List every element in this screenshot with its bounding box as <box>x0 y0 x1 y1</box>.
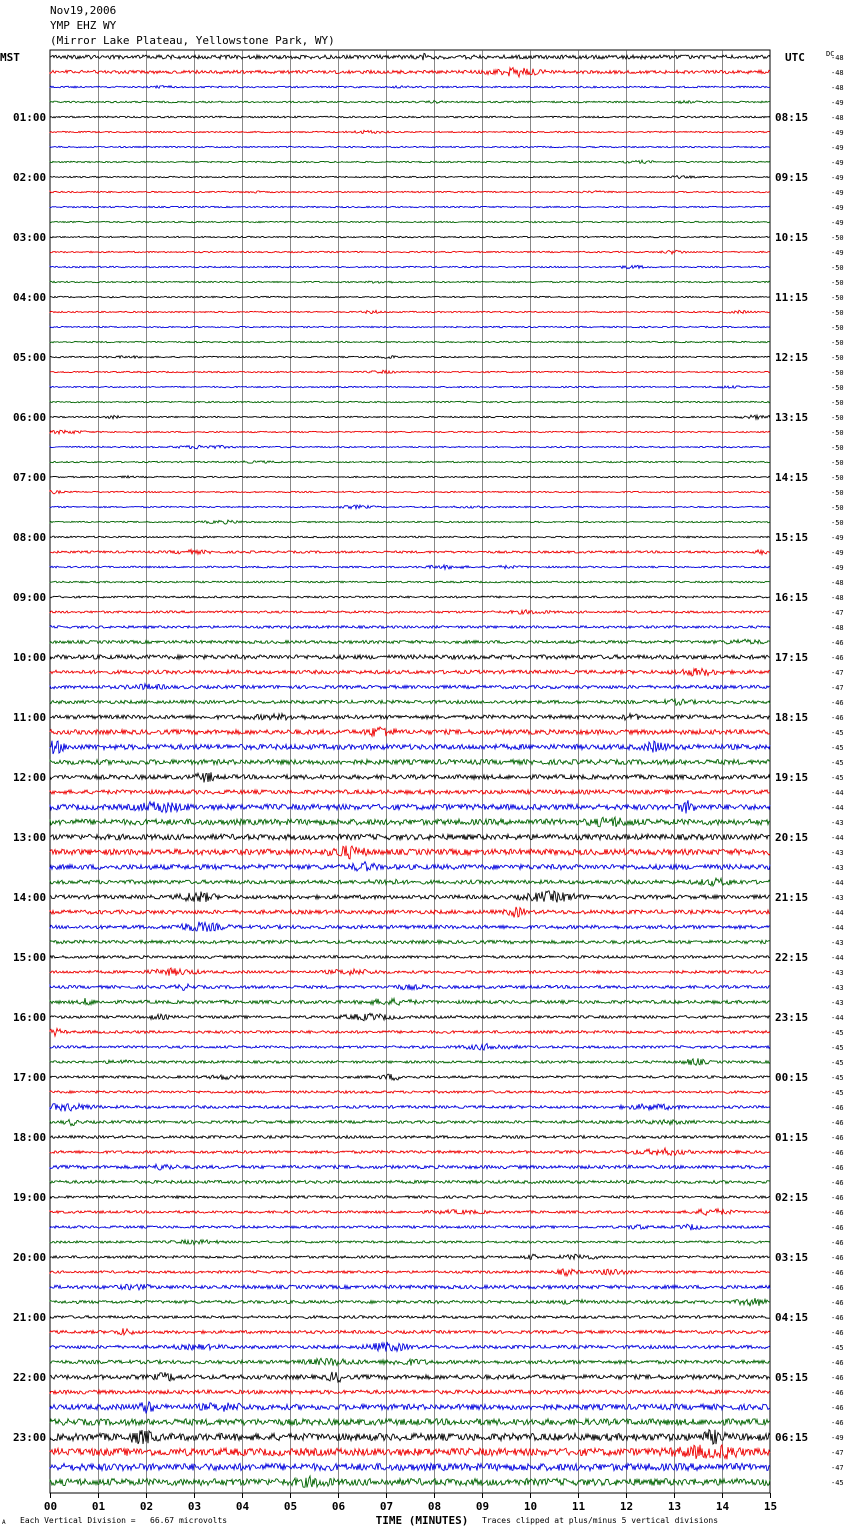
hour-label-mst: 05:00 <box>13 351 47 364</box>
hour-label-utc: 14:15 <box>775 471 809 484</box>
hour-label-mst: 14:00 <box>13 891 47 904</box>
hour-label-mst: 08:00 <box>13 531 47 544</box>
dc-offset-label: -50 <box>831 459 844 467</box>
dc-offset-label: -50 <box>831 444 844 452</box>
trace-41 <box>50 668 770 676</box>
dc-offset-label: -46 <box>831 1374 844 1382</box>
trace-0 <box>50 53 770 60</box>
hour-label-mst: 20:00 <box>13 1251 47 1264</box>
hour-label-utc: 05:15 <box>775 1371 809 1384</box>
trace-25 <box>50 430 770 434</box>
trace-90 <box>50 1402 770 1414</box>
dc-offset-label: -43 <box>831 819 844 827</box>
station-location: (Mirror Lake Plateau, Yellowstone Park, WY) <box>50 34 335 47</box>
dc-offset-label: -45 <box>831 759 844 767</box>
trace-89 <box>50 1390 770 1394</box>
trace-88 <box>50 1372 770 1382</box>
trace-44 <box>50 714 770 720</box>
dc-offset-label: -49 <box>831 204 844 212</box>
dc-offset-label: -44 <box>831 954 844 962</box>
trace-92 <box>50 1430 770 1444</box>
trace-54 <box>50 862 770 872</box>
dc-offset-label: -46 <box>831 654 844 662</box>
hour-label-mst: 22:00 <box>13 1371 47 1384</box>
trace-6 <box>50 146 770 147</box>
right-axis-label: UTC <box>785 51 805 64</box>
trace-27 <box>50 461 770 463</box>
dc-offset-label: -50 <box>831 519 844 527</box>
dc-offset-label: -48 <box>831 114 844 122</box>
trace-18 <box>50 326 770 327</box>
trace-68 <box>50 1074 770 1080</box>
hour-label-mst: 12:00 <box>13 771 47 784</box>
hour-label-mst: 09:00 <box>13 591 47 604</box>
x-tick-label: 10 <box>523 1500 538 1513</box>
hour-label-utc: 02:15 <box>775 1191 809 1204</box>
hour-label-mst: 23:00 <box>13 1431 47 1444</box>
trace-75 <box>50 1181 770 1184</box>
dc-offset-label: -48 <box>831 69 844 77</box>
trace-63 <box>50 998 770 1005</box>
trace-50 <box>50 800 770 813</box>
trace-15 <box>50 281 770 283</box>
dc-offset-label: -50 <box>831 234 844 242</box>
trace-46 <box>50 741 770 754</box>
trace-34 <box>50 565 770 569</box>
trace-31 <box>50 520 770 524</box>
trace-65 <box>50 1029 770 1037</box>
x-tick-label: 14 <box>715 1500 730 1513</box>
trace-48 <box>50 772 770 782</box>
trace-1 <box>50 68 770 77</box>
trace-60 <box>50 956 770 959</box>
dc-offset-label: -45 <box>831 1089 844 1097</box>
trace-70 <box>50 1104 770 1112</box>
dc-offset-label: -46 <box>831 1254 844 1262</box>
x-tick-label: 06 <box>331 1500 346 1513</box>
trace-38 <box>50 626 770 629</box>
trace-55 <box>50 878 770 886</box>
dc-offset-label: -47 <box>831 1464 844 1472</box>
dc-offset-label: -49 <box>831 249 844 257</box>
trace-43 <box>50 699 770 705</box>
dc-offset-label: -44 <box>831 834 844 842</box>
dc-offset-label: -50 <box>831 354 844 362</box>
dc-offset-label: -50 <box>831 489 844 497</box>
trace-72 <box>50 1136 770 1139</box>
trace-11 <box>50 221 770 222</box>
dc-offset-label: -43 <box>831 894 844 902</box>
dc-offset-label: -49 <box>831 534 844 542</box>
dc-offset-label: -48 <box>831 579 844 587</box>
trace-21 <box>50 370 770 373</box>
trace-57 <box>50 907 770 918</box>
hour-label-mst: 15:00 <box>13 951 47 964</box>
dc-offset-label: -50 <box>831 474 844 482</box>
x-tick-label: 05 <box>283 1500 298 1513</box>
trace-24 <box>50 415 770 419</box>
dc-offset-label: -45 <box>831 774 844 782</box>
trace-45 <box>50 727 770 736</box>
trace-23 <box>50 401 770 402</box>
x-tick-label: 15 <box>763 1500 778 1513</box>
trace-17 <box>50 310 770 313</box>
hour-label-utc: 12:15 <box>775 351 809 364</box>
left-axis-label: MST <box>0 51 20 64</box>
hour-label-mst: 06:00 <box>13 411 47 424</box>
dc-offset-label: -50 <box>831 339 844 347</box>
dc-offset-label: -48 <box>831 624 844 632</box>
hour-label-utc: 06:15 <box>775 1431 809 1444</box>
hour-label-mst: 01:00 <box>13 111 47 124</box>
trace-62 <box>50 984 770 990</box>
dc-offset-label: -47 <box>831 609 844 617</box>
trace-12 <box>50 236 770 237</box>
hour-label-utc: 11:15 <box>775 291 809 304</box>
dc-offset-label: -49 <box>831 174 844 182</box>
dc-offset-label: -46 <box>831 1104 844 1112</box>
trace-4 <box>50 116 770 118</box>
dc-offset-label: -49 <box>831 1434 844 1442</box>
trace-35 <box>50 581 770 583</box>
dc-offset-label: -46 <box>831 1209 844 1217</box>
hour-label-utc: 19:15 <box>775 771 809 784</box>
hour-label-utc: 10:15 <box>775 231 809 244</box>
dc-offset-label: -45 <box>831 1044 844 1052</box>
trace-84 <box>50 1316 770 1319</box>
hour-label-utc: 08:15 <box>775 111 809 124</box>
dc-offset-label: -50 <box>831 309 844 317</box>
dc-offset-label: -45 <box>831 1059 844 1067</box>
x-tick-label: 09 <box>475 1500 490 1513</box>
trace-77 <box>50 1209 770 1215</box>
trace-29 <box>50 490 770 494</box>
trace-22 <box>50 386 770 388</box>
trace-47 <box>50 760 770 765</box>
dc-offset-label: -46 <box>831 1299 844 1307</box>
hour-label-mst: 10:00 <box>13 651 47 664</box>
trace-40 <box>50 655 770 659</box>
trace-85 <box>50 1328 770 1335</box>
dc-offset-label: -50 <box>831 384 844 392</box>
dc-offset-label: -46 <box>831 1359 844 1367</box>
hour-label-utc: 15:15 <box>775 531 809 544</box>
dc-offset-label: -43 <box>831 984 844 992</box>
trace-3 <box>50 101 770 104</box>
dc-offset-label: -46 <box>831 1239 844 1247</box>
trace-73 <box>50 1148 770 1155</box>
trace-8 <box>50 176 770 179</box>
trace-32 <box>50 536 770 538</box>
x-axis-title: TIME (MINUTES) <box>375 1514 469 1527</box>
trace-59 <box>50 940 770 943</box>
scale-note: Each Vertical Division = 66.67 microvolts <box>20 1516 228 1525</box>
dc-offset-label: -45 <box>831 744 844 752</box>
dc-offset-label: -47 <box>831 1449 844 1457</box>
trace-5 <box>50 130 770 133</box>
dc-offset-label: -46 <box>831 714 844 722</box>
hour-label-utc: 03:15 <box>775 1251 809 1264</box>
trace-95 <box>50 1476 770 1487</box>
hour-label-utc: 20:15 <box>775 831 809 844</box>
trace-28 <box>50 476 770 478</box>
dc-offset-label: -49 <box>831 144 844 152</box>
dc-offset-label: -50 <box>831 324 844 332</box>
trace-71 <box>50 1120 770 1126</box>
dc-offset-label: -49 <box>831 159 844 167</box>
hour-label-mst: 03:00 <box>13 231 47 244</box>
chart-date: Nov19,2006 <box>50 4 117 17</box>
trace-79 <box>50 1240 770 1245</box>
hour-label-utc: 16:15 <box>775 591 809 604</box>
x-tick-label: 01 <box>91 1500 106 1513</box>
dc-offset-label: -46 <box>831 1314 844 1322</box>
dc-offset-label: -46 <box>831 1269 844 1277</box>
dc-offset-label: -49 <box>831 549 844 557</box>
dc-offset-label: -44 <box>831 804 844 812</box>
dc-offset-label: -49 <box>831 189 844 197</box>
dc-offset-label: -50 <box>831 414 844 422</box>
hour-label-mst: 13:00 <box>13 831 47 844</box>
dc-offset-label: -43 <box>831 969 844 977</box>
dc-offset-label: -44 <box>831 789 844 797</box>
dc-offset-label: -50 <box>831 399 844 407</box>
dc-offset-label: -46 <box>831 1329 844 1337</box>
dc-offset-label: -43 <box>831 849 844 857</box>
x-tick-label: 03 <box>187 1500 202 1513</box>
dc-offset-label: -45 <box>831 1074 844 1082</box>
trace-49 <box>50 790 770 794</box>
dc-offset-label: -46 <box>831 1224 844 1232</box>
dc-offset-label: -50 <box>831 504 844 512</box>
dc-offset-label: -46 <box>831 1134 844 1142</box>
corner-mark: A <box>2 1519 6 1526</box>
dc-offset-label: -48 <box>831 54 844 62</box>
trace-91 <box>50 1419 770 1425</box>
trace-58 <box>50 922 770 932</box>
x-tick-label: 00 <box>43 1500 58 1513</box>
dc-offset-label: -50 <box>831 279 844 287</box>
dc-offset-label: -50 <box>831 369 844 377</box>
dc-offset-label: -44 <box>831 924 844 932</box>
dc-offset-label: -45 <box>831 1344 844 1352</box>
dc-offset-label: -49 <box>831 564 844 572</box>
x-tick-label: 12 <box>619 1500 634 1513</box>
hour-label-utc: 04:15 <box>775 1311 809 1324</box>
trace-61 <box>50 968 770 976</box>
dc-offset-label: -46 <box>831 639 844 647</box>
trace-93 <box>50 1445 770 1460</box>
dc-offset-label: -50 <box>831 264 844 272</box>
dc-offset-label: -43 <box>831 864 844 872</box>
trace-87 <box>50 1358 770 1365</box>
trace-13 <box>50 250 770 254</box>
trace-81 <box>50 1269 770 1276</box>
trace-56 <box>50 891 770 903</box>
trace-69 <box>50 1091 770 1094</box>
hour-label-utc: 13:15 <box>775 411 809 424</box>
x-tick-label: 08 <box>427 1500 442 1513</box>
dc-offset-label: -46 <box>831 699 844 707</box>
trace-33 <box>50 550 770 555</box>
clip-note: Traces clipped at plus/minus 5 vertical divisions <box>482 1516 719 1525</box>
hour-label-utc: 17:15 <box>775 651 809 664</box>
trace-30 <box>50 505 770 509</box>
x-tick-label: 04 <box>235 1500 250 1513</box>
hour-label-mst: 17:00 <box>13 1071 47 1084</box>
hour-label-mst: 02:00 <box>13 171 47 184</box>
dc-offset-label: -45 <box>831 729 844 737</box>
dc-offset-label: -45 <box>831 1479 844 1487</box>
trace-14 <box>50 265 770 268</box>
dc-offset-label: -45 <box>831 1029 844 1037</box>
hour-label-mst: 18:00 <box>13 1131 47 1144</box>
dc-offset-label: -48 <box>831 594 844 602</box>
dc-offset-label: -46 <box>831 1404 844 1412</box>
hour-label-utc: 01:15 <box>775 1131 809 1144</box>
trace-66 <box>50 1044 770 1051</box>
dc-offset-label: -44 <box>831 1014 844 1022</box>
hour-label-mst: 04:00 <box>13 291 47 304</box>
hour-label-utc: 21:15 <box>775 891 809 904</box>
hour-label-utc: 09:15 <box>775 171 809 184</box>
trace-86 <box>50 1342 770 1352</box>
dc-offset-label: -46 <box>831 1119 844 1127</box>
dc-label: DC <box>826 50 835 58</box>
dc-offset-label: -49 <box>831 99 844 107</box>
hour-label-utc: 22:15 <box>775 951 809 964</box>
hour-label-mst: 07:00 <box>13 471 47 484</box>
hour-label-mst: 11:00 <box>13 711 47 724</box>
trace-64 <box>50 1013 770 1020</box>
trace-10 <box>50 206 770 207</box>
trace-20 <box>50 356 770 359</box>
hour-label-mst: 16:00 <box>13 1011 47 1024</box>
dc-offset-label: -46 <box>831 1194 844 1202</box>
dc-offset-label: -49 <box>831 219 844 227</box>
dc-offset-label: -44 <box>831 909 844 917</box>
dc-offset-label: -50 <box>831 294 844 302</box>
station-code: YMP EHZ WY <box>50 19 117 32</box>
x-tick-label: 13 <box>667 1500 682 1513</box>
hour-label-utc: 00:15 <box>775 1071 809 1084</box>
trace-76 <box>50 1196 770 1199</box>
hour-label-utc: 18:15 <box>775 711 809 724</box>
trace-16 <box>50 296 770 297</box>
trace-26 <box>50 445 770 448</box>
trace-42 <box>50 684 770 690</box>
trace-2 <box>50 86 770 89</box>
x-tick-label: 02 <box>139 1500 154 1513</box>
trace-80 <box>50 1254 770 1259</box>
dc-offset-label: -46 <box>831 1149 844 1157</box>
dc-offset-label: -46 <box>831 1419 844 1427</box>
dc-offset-label: -49 <box>831 129 844 137</box>
dc-offset-label: -46 <box>831 1179 844 1187</box>
dc-offset-label: -46 <box>831 1389 844 1397</box>
trace-82 <box>50 1284 770 1290</box>
dc-offset-label: -43 <box>831 999 844 1007</box>
hour-label-mst: 19:00 <box>13 1191 47 1204</box>
trace-67 <box>50 1058 770 1065</box>
dc-offset-label: -44 <box>831 879 844 887</box>
trace-51 <box>50 817 770 827</box>
trace-52 <box>50 834 770 840</box>
trace-7 <box>50 160 770 163</box>
hour-label-mst: 21:00 <box>13 1311 47 1324</box>
trace-36 <box>50 596 770 598</box>
x-tick-label: 07 <box>379 1500 394 1513</box>
dc-offset-label: -46 <box>831 1284 844 1292</box>
dc-offset-label: -43 <box>831 939 844 947</box>
x-tick-label: 11 <box>571 1500 586 1513</box>
trace-94 <box>50 1463 770 1470</box>
trace-53 <box>50 846 770 859</box>
trace-19 <box>50 341 770 342</box>
dc-offset-label: -48 <box>831 84 844 92</box>
trace-9 <box>50 191 770 193</box>
trace-83 <box>50 1298 770 1306</box>
trace-78 <box>50 1224 770 1230</box>
hour-label-utc: 23:15 <box>775 1011 809 1024</box>
dc-offset-label: -47 <box>831 684 844 692</box>
dc-offset-label: -46 <box>831 1164 844 1172</box>
dc-offset-label: -50 <box>831 429 844 437</box>
trace-74 <box>50 1164 770 1170</box>
dc-offset-label: -47 <box>831 669 844 677</box>
trace-39 <box>50 639 770 644</box>
trace-37 <box>50 610 770 614</box>
